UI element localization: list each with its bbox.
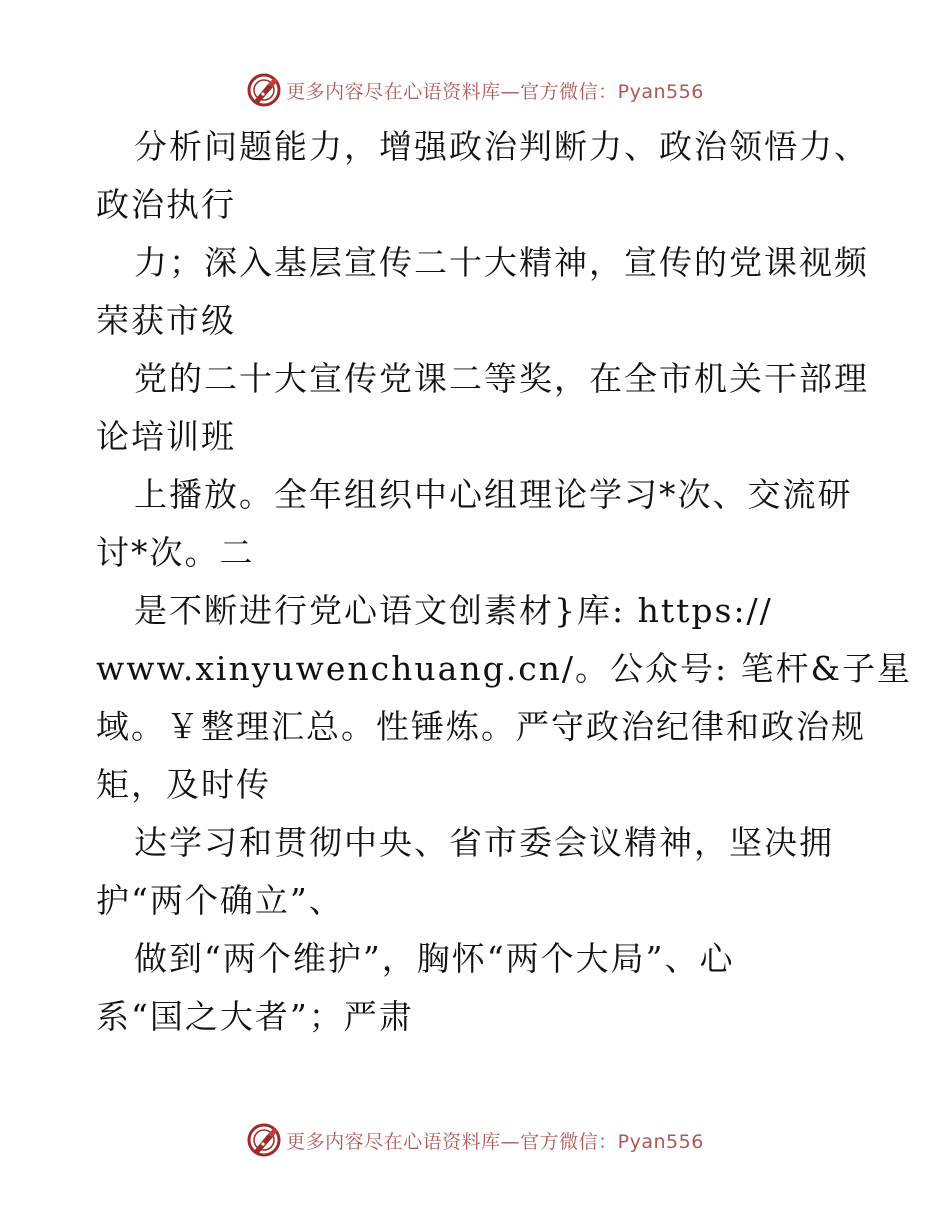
text-line: 上播放。全年组织中心组理论学习*次、交流研 xyxy=(134,475,853,514)
text-line: 分析问题能力，增强政治判断力、政治领悟力、 xyxy=(134,127,869,166)
text-line: 矩，及时传 xyxy=(96,765,271,804)
document-body xyxy=(96,118,913,1046)
footer-banner-text: 更多内容尽在心语资料库—官方微信：Pyan556 xyxy=(286,1130,704,1153)
header-banner-text: 更多内容尽在心语资料库—官方微信：Pyan556 xyxy=(286,80,704,103)
text-line: 讨*次。二 xyxy=(96,533,255,572)
text-line: 做到“两个维护”，胸怀“两个大局”、心 xyxy=(134,939,735,978)
text-line: 政治执行 xyxy=(96,185,236,224)
text-line: www.xinyuwenchuang.cn/。公众号: 笔杆&子星 xyxy=(96,649,913,688)
text-line: 域。￥整理汇总。性锤炼。严守政治纪律和政治规 xyxy=(96,707,866,746)
text-line: 党的二十大宣传党课二等奖，在全市机关干部理 xyxy=(134,359,869,398)
text-line: 论培训班 xyxy=(96,417,236,456)
footer-banner xyxy=(0,1120,950,1160)
text-line: 是不断进行党心语文创素材}库: https:// xyxy=(134,591,773,630)
header-banner xyxy=(0,70,950,110)
pen-nib-logo-icon xyxy=(246,1122,282,1158)
text-line: 达学习和贯彻中央、省市委会议精神，坚决拥 xyxy=(134,823,834,862)
pen-nib-logo-icon xyxy=(246,72,282,108)
text-line: 护“两个确立”、 xyxy=(96,881,344,920)
text-line: 力；深入基层宣传二十大精神，宣传的党课视频 xyxy=(134,243,869,282)
text-line: 荣获市级 xyxy=(96,301,236,340)
text-line: 系“国之大者”；严肃 xyxy=(96,997,414,1036)
